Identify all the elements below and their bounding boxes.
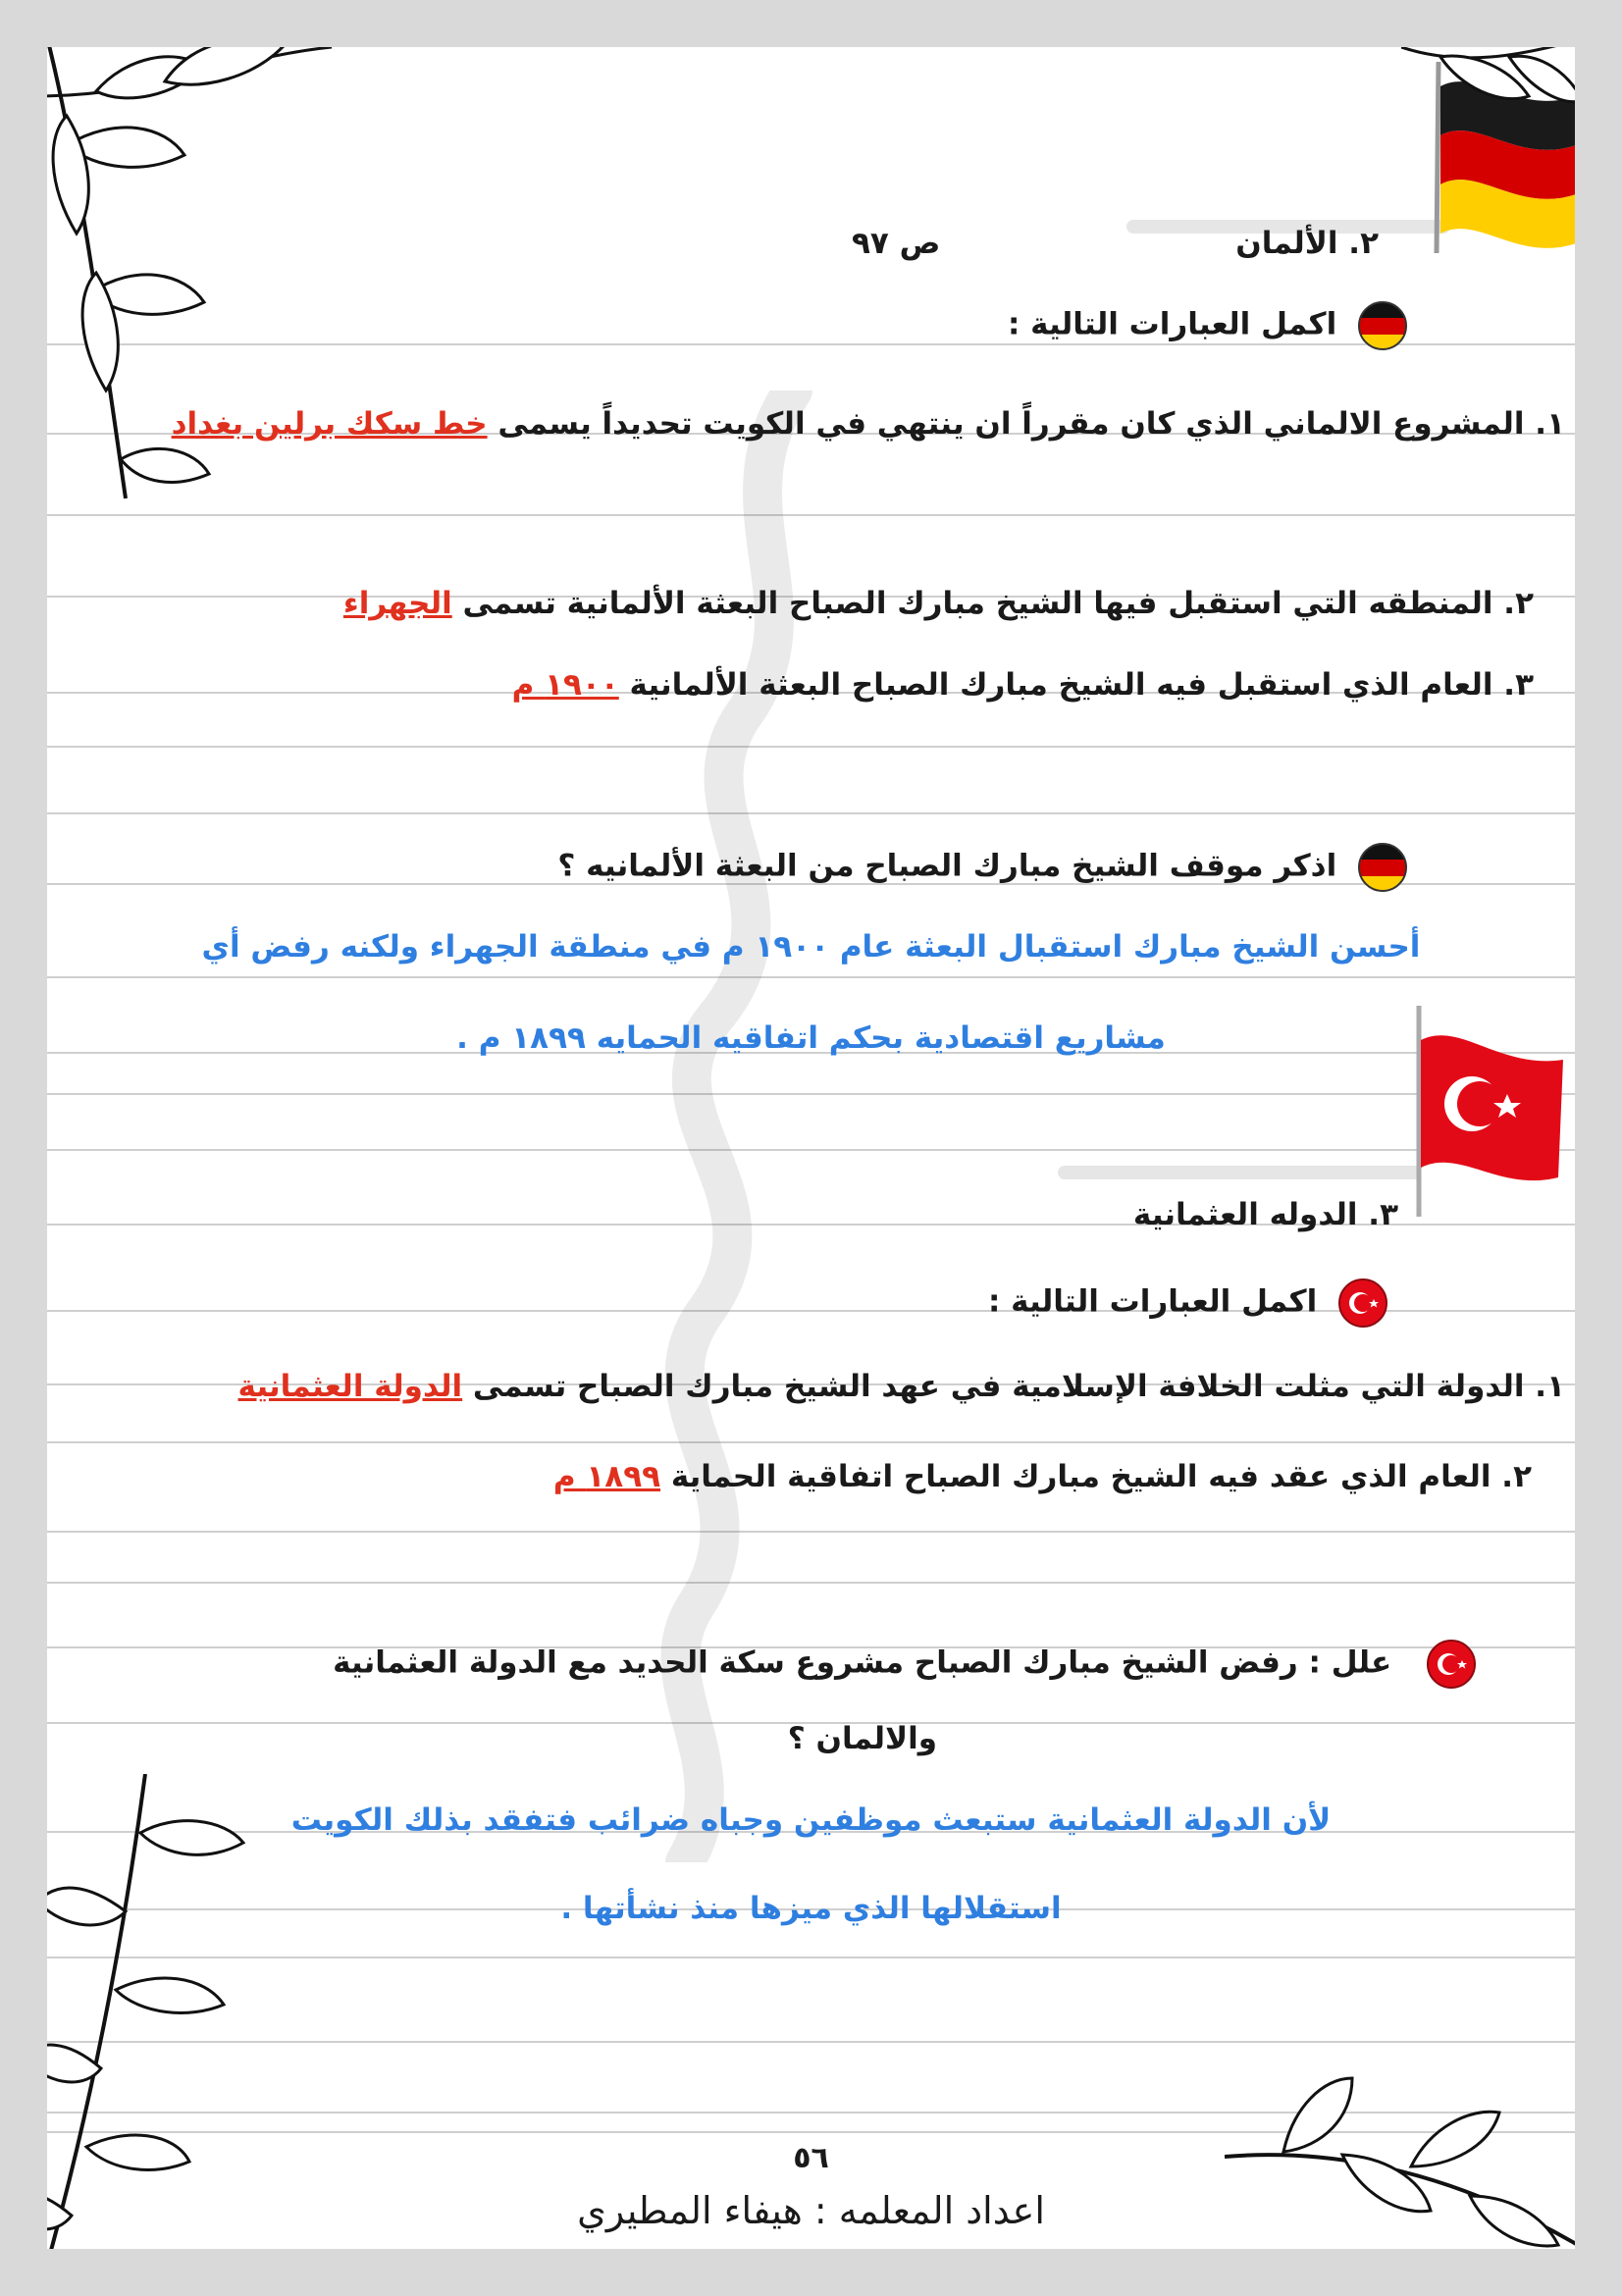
question-ottoman [333,1639,1477,1690]
complete-title-ottoman [988,1278,1388,1329]
question-text: علل : رفض الشيخ مبارك الصباح مشروع سكة الحديد مع الدولة العثمانية [333,1644,1392,1681]
page-number: ٥٦ [793,2141,829,2175]
page-reference: ص ٩٧ [852,226,941,261]
footer-credit: اعداد المعلمه : هيفاء المطيري [577,2189,1045,2232]
fill-item-answer: ١٨٩٩ م [552,1459,661,1494]
germany-round-flag-icon [1357,842,1408,893]
complete-title-germany [1008,300,1408,351]
question-text: اذكر موقف الشيخ مبارك الصباح من البعثة الألمانيه ؟ [557,848,1337,884]
fill-item-text: ١. الدولة التي مثلت الخلافة الإسلامية في عهد الشيخ مبارك الصباح تسمى [462,1369,1565,1404]
fill-item-answer: ١٩٠٠ م [511,667,619,703]
fill-item-answer: خط سكك برلين بغداد [171,406,488,442]
fill-item-answer: الدولة العثمانية [237,1369,463,1404]
complete-title-text: اكمل العبارات التالية : [987,1283,1318,1320]
fill-item [343,582,1534,625]
turkey-round-flag-icon [1337,1278,1388,1329]
complete-title-text: اكمل العبارات التالية : [1007,306,1337,342]
fill-item [172,402,1565,445]
worksheet-page [47,47,1575,2249]
fill-item [553,1455,1532,1498]
answer-line: مشاريع اقتصادية بحكم اتفاقيه الحمايه ١٨٩٩ م . [456,1020,1166,1056]
fill-item-text: ٢. المنطقه التي استقبل فيها الشيخ مبارك الصباح البعثة الألمانية تسمى [451,586,1534,621]
heading-highlight [1058,1166,1421,1179]
question-germany [557,842,1408,893]
section-heading-ottoman: ٣. الدوله العثمانية [1132,1197,1398,1232]
section-heading-germany: ٢. الألمان [1235,226,1379,261]
fill-item [238,1365,1565,1408]
answer-line: استقلالها الذي ميزها منذ نشأتها . [560,1891,1062,1926]
question-continuation: والالمان ؟ [787,1721,937,1756]
answer-line: لأن الدولة العثمانية ستبعث موظفين وجباه ضرائب فتفقد بذلك الكويت [290,1802,1332,1838]
fill-item-text: ٣. العام الذي استقبل فيه الشيخ مبارك الصباح البعثة الألمانية [618,667,1534,703]
fill-item-text: ٢. العام الذي عقد فيه الشيخ مبارك الصباح اتفاقية الحماية [660,1459,1532,1494]
germany-round-flag-icon [1357,300,1408,351]
fill-item-text: ١. المشروع الالماني الذي كان مقرراً ان ينتهي في الكويت تحديداً يسمى [487,406,1565,442]
turkey-round-flag-icon [1426,1639,1477,1690]
fill-item-answer: الجهراء [342,586,452,621]
fill-item [512,663,1534,706]
answer-line: أحسن الشيخ مبارك استقبال البعثة عام ١٩٠٠ م في منطقة الجهراء ولكنه رفض أي [201,929,1421,965]
leaf-branch-decoration [1401,47,1575,135]
